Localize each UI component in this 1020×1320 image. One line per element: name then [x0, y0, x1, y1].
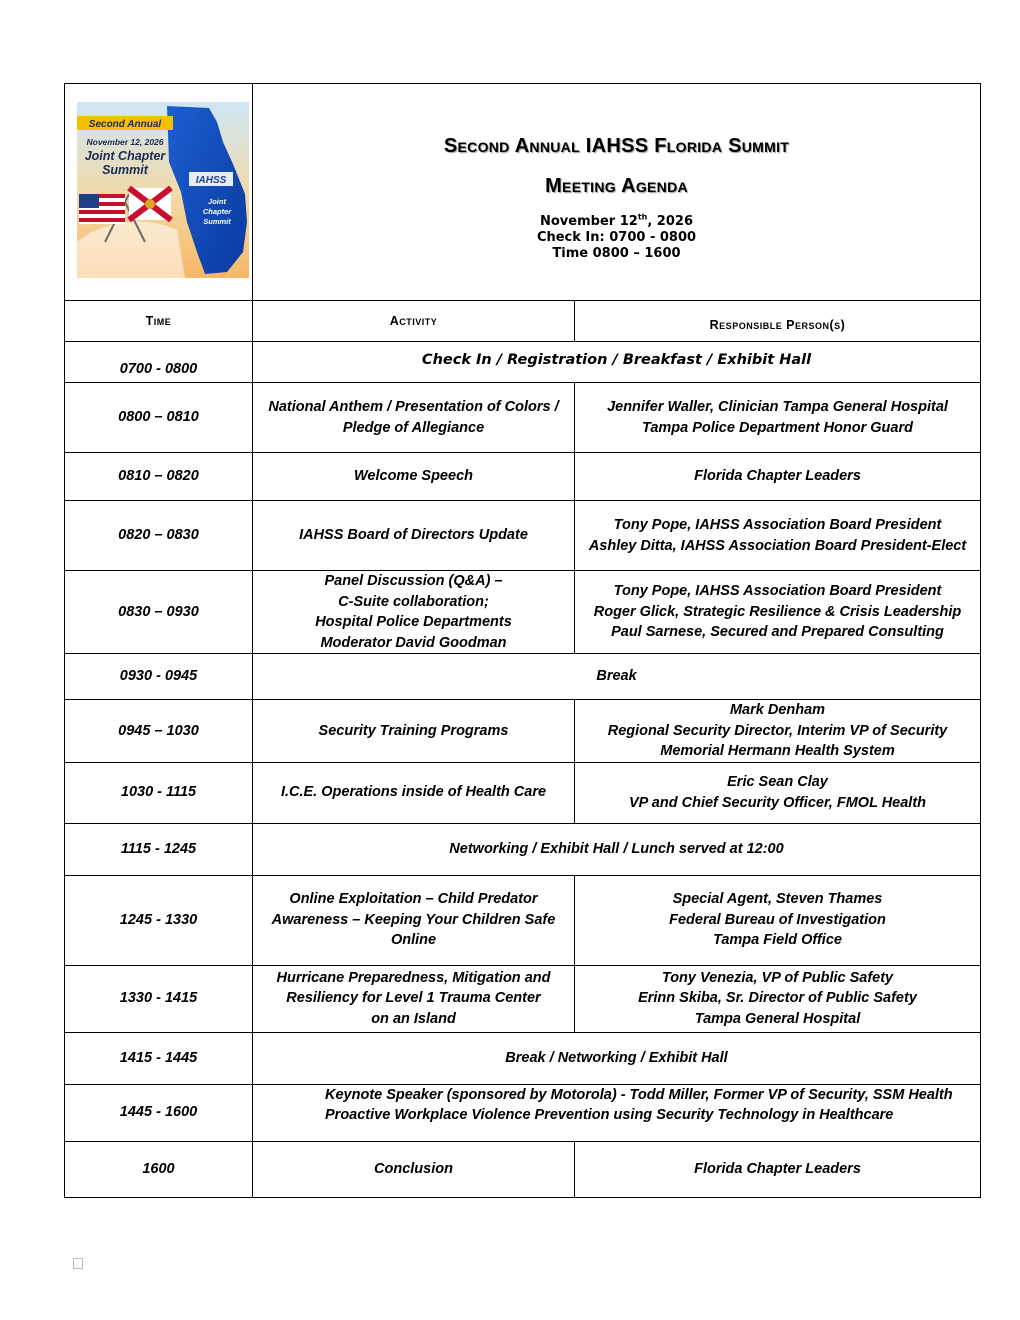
activity-line: National Anthem / Presentation of Colors / [268, 399, 559, 415]
logo-cell [65, 84, 253, 301]
agenda-time: 1330 - 1415 [65, 965, 253, 1032]
agenda-activity [253, 453, 575, 501]
logo-date: November 12, 2026 [86, 137, 164, 147]
responsible-line: Florida Chapter Leaders [694, 1160, 861, 1177]
responsible-line: Eric Sean Clay [727, 774, 828, 790]
logo-line1: Joint Chapter [84, 149, 166, 163]
footer-checkbox-icon [73, 1258, 83, 1269]
agenda-body [65, 342, 981, 1198]
column-header-row [65, 301, 981, 342]
keynote-line: Keynote Speaker (sponsored by Motorola) - Todd Miller, Former VP of Security, SSM Health [325, 1086, 953, 1103]
agenda-span: Break / Networking / Exhibit Hall [253, 1032, 981, 1084]
agenda-responsible [575, 1141, 981, 1197]
agenda-activity [253, 965, 575, 1032]
agenda-activity [253, 1141, 575, 1197]
activity-line: Resiliency for Level 1 Trauma Center [286, 990, 541, 1007]
logo-side3: Summit [203, 217, 231, 226]
agenda-table [64, 83, 981, 1198]
agenda-time: 0930 - 0945 [65, 654, 253, 700]
responsible-line: Tampa Field Office [713, 932, 842, 949]
agenda-row [65, 823, 981, 875]
activity-line: Welcome Speech [353, 468, 473, 485]
agenda-time: 1415 - 1445 [65, 1032, 253, 1084]
agenda-responsible [575, 965, 981, 1032]
agenda-responsible [575, 700, 981, 763]
agenda-row [65, 1084, 981, 1141]
agenda-row [65, 762, 981, 823]
activity-line: IAHSS Board of Directors Update [299, 527, 528, 544]
activity-line: Panel Discussion (Q&A) – [324, 573, 503, 589]
title-cell [253, 84, 981, 301]
header-row [65, 84, 981, 301]
logo-line2: Summit [102, 163, 148, 177]
activity-line: Pledge of Allegiance [342, 419, 485, 436]
agenda-row [65, 965, 981, 1032]
responsible-line: Regional Security Director, Interim VP of Security [607, 722, 948, 739]
activity-line: Conclusion [374, 1160, 453, 1177]
agenda-time: 0945 – 1030 [65, 700, 253, 763]
responsible-line: Jennifer Waller, Clinician Tampa General Hospital [607, 399, 948, 415]
agenda-span: Break [253, 654, 981, 700]
responsible-line: Roger Glick, Strategic Resilience & Crisis Leadership [593, 603, 962, 620]
date-year: , 2026 [647, 214, 693, 229]
agenda-activity [253, 383, 575, 453]
agenda-span: Check In / Registration / Breakfast / Exhibit Hall [253, 342, 981, 383]
agenda-row [65, 571, 981, 654]
logo-side2: Chapter [202, 207, 232, 216]
agenda-activity [253, 571, 575, 654]
activity-line: Hurricane Preparedness, Mitigation and [276, 969, 551, 986]
responsible-line: VP and Chief Security Officer, FMOL Health [628, 794, 927, 811]
col-responsible: Responsible Person(s) [575, 301, 981, 342]
agenda-row [65, 875, 981, 965]
agenda-row [65, 654, 981, 700]
agenda-responsible [575, 453, 981, 501]
agenda-responsible [575, 501, 981, 571]
responsible-line: Erinn Skiba, Sr. Director of Public Safety [638, 990, 917, 1007]
logo-banner: Second Annual [88, 119, 162, 130]
agenda-time: 0830 – 0930 [65, 571, 253, 654]
activity-line: C-Suite collaboration; [338, 593, 489, 610]
date-main: November 12 [540, 214, 638, 229]
agenda-activity [253, 700, 575, 763]
page-subtitle: Meeting Agenda [545, 175, 688, 197]
activity-line: Online [390, 932, 437, 949]
logo-badge: IAHSS [195, 175, 227, 186]
agenda-activity [253, 875, 575, 965]
agenda-time: 0700 - 0800 [65, 342, 253, 383]
responsible-line: Special Agent, Steven Thames [672, 891, 883, 908]
agenda-row [65, 700, 981, 763]
agenda-responsible [575, 571, 981, 654]
agenda-time: 1030 - 1115 [65, 762, 253, 823]
keynote-line: Proactive Workplace Violence Prevention using Security Technology in Healthcare [325, 1107, 894, 1123]
meeting-date [253, 214, 980, 230]
logo-side1: Joint [208, 197, 226, 206]
agenda-time: 0810 – 0820 [65, 453, 253, 501]
responsible-line: Paul Sarnese, Secured and Prepared Consulting [611, 624, 944, 641]
activity-line: Hospital Police Departments [315, 614, 512, 630]
activity-line: Awareness – Keeping Your Children Safe [271, 911, 556, 928]
responsible-line: Memorial Hermann Health System [660, 743, 895, 759]
activity-line: Security Training Programs [318, 722, 509, 739]
agenda-responsible [575, 383, 981, 453]
responsible-line: Tony Pope, IAHSS Association Board President [613, 517, 942, 533]
agenda-time: 1445 - 1600 [65, 1084, 253, 1141]
agenda-responsible [575, 762, 981, 823]
agenda-row [65, 383, 981, 453]
responsible-line: Tony Pope, IAHSS Association Board President [613, 583, 942, 600]
agenda-row [65, 453, 981, 501]
activity-line: Moderator David Goodman [320, 634, 507, 651]
responsible-line: Tampa Police Department Honor Guard [642, 419, 913, 436]
agenda-row [65, 1141, 981, 1197]
agenda-keynote [253, 1084, 981, 1141]
col-activity: Activity [253, 301, 575, 342]
agenda-activity [253, 762, 575, 823]
agenda-responsible [575, 875, 981, 965]
agenda-span: Networking / Exhibit Hall / Lunch served at 12:00 [253, 823, 981, 875]
responsible-line: Tony Venezia, VP of Public Safety [661, 969, 894, 986]
responsible-line: Mark Denham [729, 702, 826, 718]
page-title: Second Annual IAHSS Florida Summit [443, 135, 790, 157]
agenda-time: 1115 - 1245 [65, 823, 253, 875]
activity-line: on an Island [371, 1010, 456, 1027]
date-sup: th [637, 212, 648, 222]
agenda-time: 1245 - 1330 [65, 875, 253, 965]
responsible-line: Federal Bureau of Investigation [669, 911, 886, 928]
responsible-line: Tampa General Hospital [694, 1010, 861, 1027]
agenda-time: 0800 – 0810 [65, 383, 253, 453]
meeting-meta [253, 214, 980, 262]
col-time: Time [65, 301, 253, 342]
agenda-time: 0820 – 0830 [65, 501, 253, 571]
agenda-row [65, 342, 981, 383]
agenda-activity [253, 501, 575, 571]
activity-line: Online Exploitation – Child Predator [289, 891, 538, 908]
agenda-row [65, 1032, 981, 1084]
responsible-line: Ashley Ditta, IAHSS Association Board President-Elect [588, 537, 967, 554]
checkin-time: Check In: 0700 - 0800 [536, 230, 697, 245]
activity-line: I.C.E. Operations inside of Health Care [280, 784, 547, 801]
flags-florida-map-logo [77, 102, 249, 278]
responsible-line: Florida Chapter Leaders [694, 468, 861, 485]
meeting-time: Time 0800 – 1600 [552, 246, 681, 261]
agenda-row [65, 501, 981, 571]
agenda-time: 1600 [65, 1141, 253, 1197]
